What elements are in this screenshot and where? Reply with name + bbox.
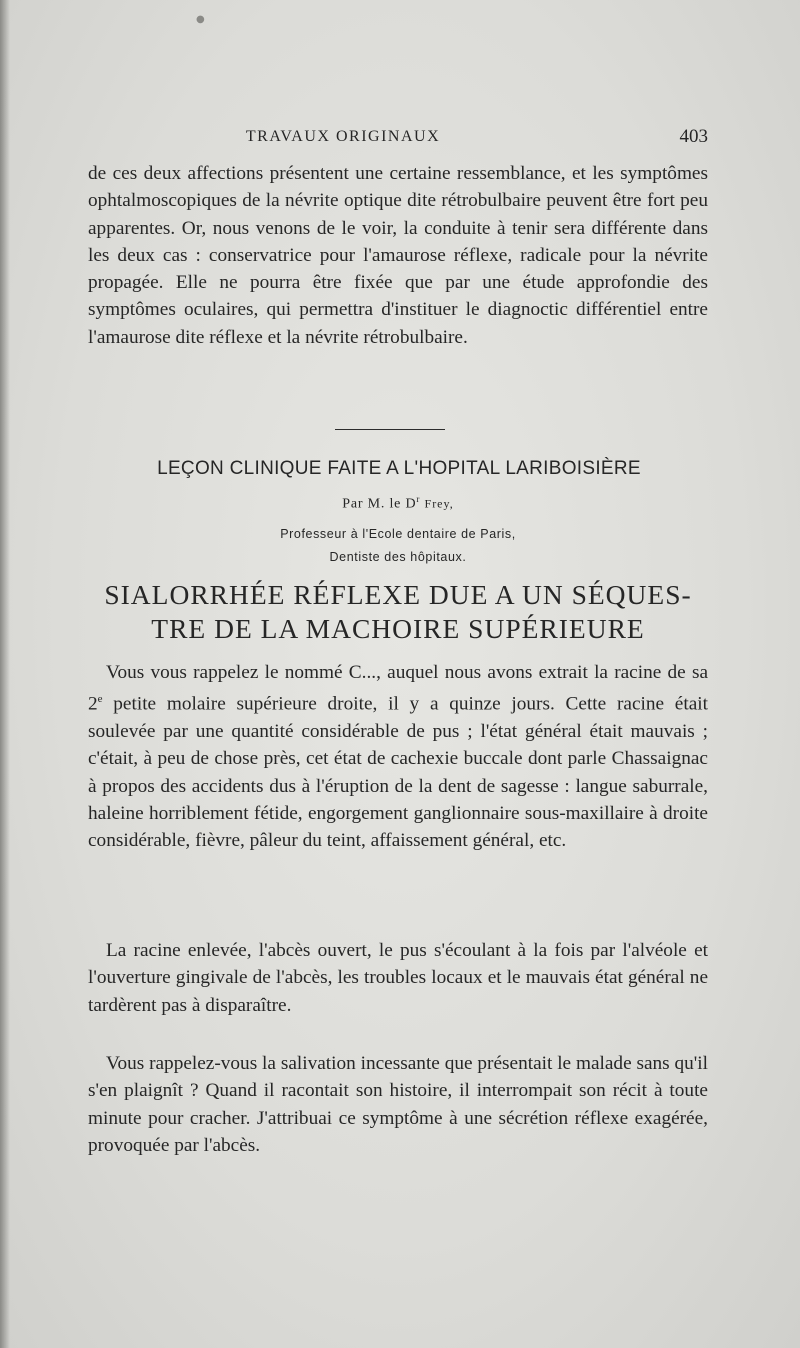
running-head [88, 128, 708, 154]
page-number: 403 [679, 126, 708, 147]
article-title-line-2: TRE DE LA MACHOIRE SUPÉRIEURE [151, 613, 645, 644]
author-affiliation-2: Dentiste des hôpitaux. [329, 550, 467, 564]
paragraph-2-rest: petite molaire supérieure droite, il y a quinze jours. Cette racine était soulevée par une quantité considérable de pus ; l'état général était mauvais ; c'était, à peu de chose près, cet état de cachexie buccale dont parle Chassaignac à propos des accidents dus à l'éruption de la dent de sagesse : langue saburrale, haleine horriblement fétide, engorgement ganglionnaire sous-maxillaire à droite considérable, fièvre, pâleur du teint, affaissement général, etc. [88, 693, 708, 852]
article-title [80, 578, 716, 646]
author-name: Frey, [424, 496, 454, 511]
article-title-line-1: SIALORRHÉE RÉFLEXE DUE A UN SÉQUES- [104, 579, 692, 610]
author-affiliation-1: Professeur à l'Ecole dentaire de Paris, [280, 527, 516, 541]
paragraph-2 [88, 659, 708, 855]
paragraph-3: La racine enlevée, l'abcès ouvert, le pus s'écoulant à la fois par l'alvéole et l'ouverture gingivale de l'abcès, les troubles locaux et le mauvais état général ne tardèrent pas à disparaître. [88, 940, 708, 1016]
page-edge-shadow [0, 0, 10, 1348]
section-divider [335, 429, 445, 430]
lecture-heading: LEÇON CLINIQUE FAITE A L'HOPITAL LARIBOISIÈRE [157, 458, 641, 479]
paragraph-4: Vous rappelez-vous la salivation incessante que présentait le malade sans qu'il s'en plaignît ? Quand il racontait son histoire, il interrompait son récit à toute minute pour cracher. J'attribuai ce symptôme à une sécrétion réflexe exagérée, provoquée par l'abcès. [88, 1053, 708, 1156]
author-prefix: Par M. le D [342, 496, 417, 512]
author-line [88, 494, 708, 513]
running-head-title: TRAVAUX ORIGINAUX [245, 128, 441, 145]
author-title-sup: r [416, 494, 421, 504]
ink-speck: ● [196, 14, 205, 25]
paragraph-2-start: Vous vous rappelez le nommé C..., auquel nous avons extrait la racine de sa 2 [88, 662, 708, 715]
ordinal-sup: e [97, 693, 103, 706]
paragraph-continuation: de ces deux affections présentent une certaine ressemblance, et les symptômes ophtalmoscopiques de la névrite optique dite rétrobulbaire peuvent être fort peu apparentes. Or, nous venons de le voir, la conduite à tenir sera différente dans les deux cas : conservatrice pour l'amaurose réflexe, radicale pour la névrite propagée. Elle ne pourra être fixée que par une étude approfondie des symptômes oculaires, qui permettra d'instituer le diagnoctic différentiel entre l'amaurose dite réflexe et la névrite rétrobulbaire. [88, 163, 708, 348]
